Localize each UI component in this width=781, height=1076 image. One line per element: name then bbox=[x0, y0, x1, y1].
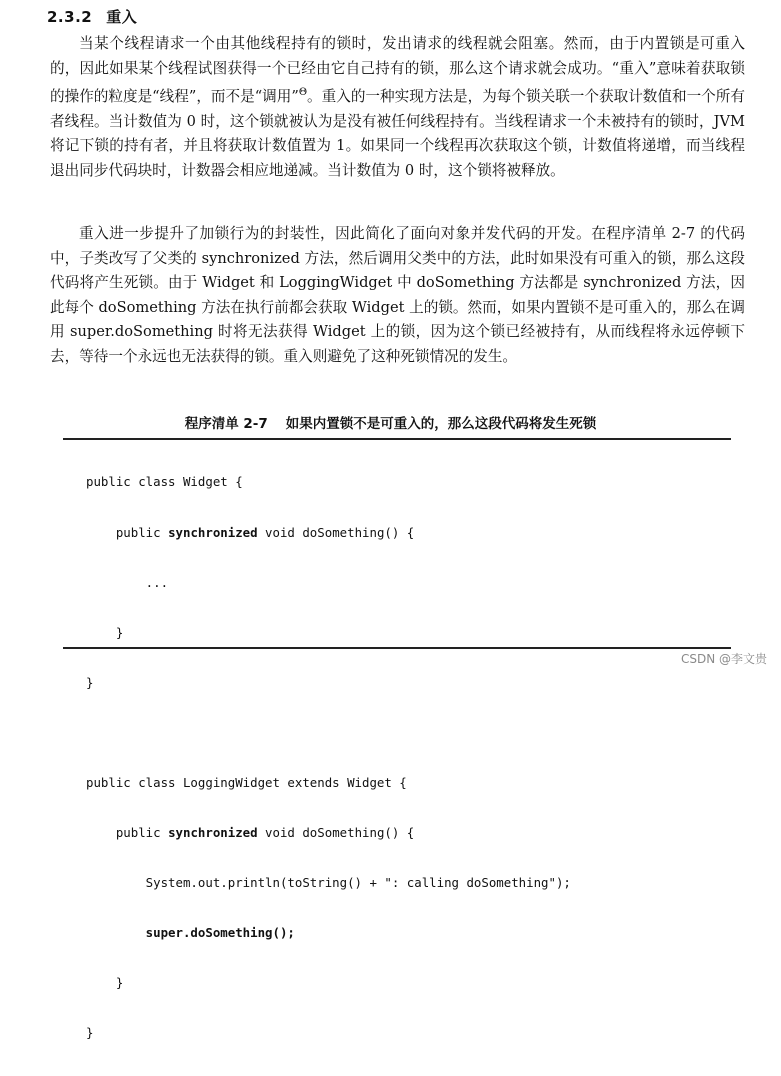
code-line: } bbox=[86, 624, 124, 640]
paragraph-reentrancy-encapsulation: 重入进一步提升了加锁行为的封装性，因此简化了面向对象并发代码的开发。在程序清单 2-7 的代码中，子类改写了父类的 synchronized 方法，然后调用父类中的方法，此时如果没有可重入的锁，那么这段代码将产生死锁。由于 Widget 和 LoggingWidget 中 doSomething 方法都是 synchronized 方法，因此每个 doSomething 方法在执行前都会获取 Widget 上的锁。然而，如果内置锁不是可重入的，那么在调用 super.doSomething 时将无法获得 Widget 上的锁，因为这个锁已经被持有，从而线程将永远停顿下去，等待一个永远也无法获得的锁。重入则避免了这种死锁情况的发生。 bbox=[50, 225, 745, 365]
listing-label: 程序清单 2-7 bbox=[184, 416, 268, 432]
section-title: 重入 bbox=[106, 8, 138, 26]
listing-caption bbox=[0, 412, 781, 432]
code-line: super.doSomething(); bbox=[86, 925, 295, 941]
code-line: public class Widget { bbox=[86, 474, 243, 490]
listing-bottom-rule bbox=[63, 647, 731, 649]
paragraph-reentrancy-intro bbox=[50, 32, 745, 183]
code-line: public class LoggingWidget extends Widget { bbox=[86, 774, 407, 790]
code-line: } bbox=[86, 674, 94, 690]
listing-top-rule bbox=[63, 438, 731, 440]
code-keyword: synchronized bbox=[168, 825, 258, 841]
code-line: System.out.println(toString() + ": calling doSomething"); bbox=[86, 875, 571, 891]
code-token: void doSomething() { bbox=[257, 825, 415, 841]
code-keyword: synchronized bbox=[168, 524, 258, 540]
paragraph-text: 当某个线程请求一个由其他线程持有的锁时，发出请求的线程就会阻塞。然而，由于内置锁是可重入的，因此如果某个线程试图获得一个已经由它自己持有的锁，那么这个请求就会成功。“重入”意味着获取锁的操作的粒度是“线程”，而不是“调用” bbox=[50, 35, 745, 106]
listing-caption-text: 如果内置锁不是可重入的，那么这段代码将发生死锁 bbox=[285, 416, 597, 432]
code-line: ... bbox=[86, 574, 169, 590]
code-line: } bbox=[86, 975, 124, 991]
section-heading bbox=[47, 6, 137, 27]
code-line bbox=[86, 725, 726, 742]
footnote-marker: Θ bbox=[298, 87, 308, 99]
paragraph-text: 。重入的一种实现方法是，为每个锁关联一个获取计数值和一个所有者线程。当计数值为 0 时，这个锁就被认为是没有被任何线程持有。当线程请求一个未被持有的锁时，JVM 将记下锁的持有者，并且将获取计数值置为 1。如果同一个线程再次获取这个锁，计数值将递增，而当线程退出同步代码块时，计数器会相应地递减。当计数值为 0 时，这个锁将被释放。 bbox=[50, 88, 745, 179]
code-token: public bbox=[86, 825, 169, 841]
code-token: public bbox=[86, 524, 169, 540]
section-number: 2.3.2 bbox=[47, 8, 93, 26]
code-token: void doSomething() { bbox=[257, 524, 415, 540]
code-listing bbox=[86, 441, 726, 1076]
code-line: } bbox=[86, 1025, 94, 1041]
watermark: CSDN @李文贵 bbox=[680, 652, 767, 666]
code-line bbox=[86, 825, 726, 842]
code-line bbox=[86, 525, 726, 542]
